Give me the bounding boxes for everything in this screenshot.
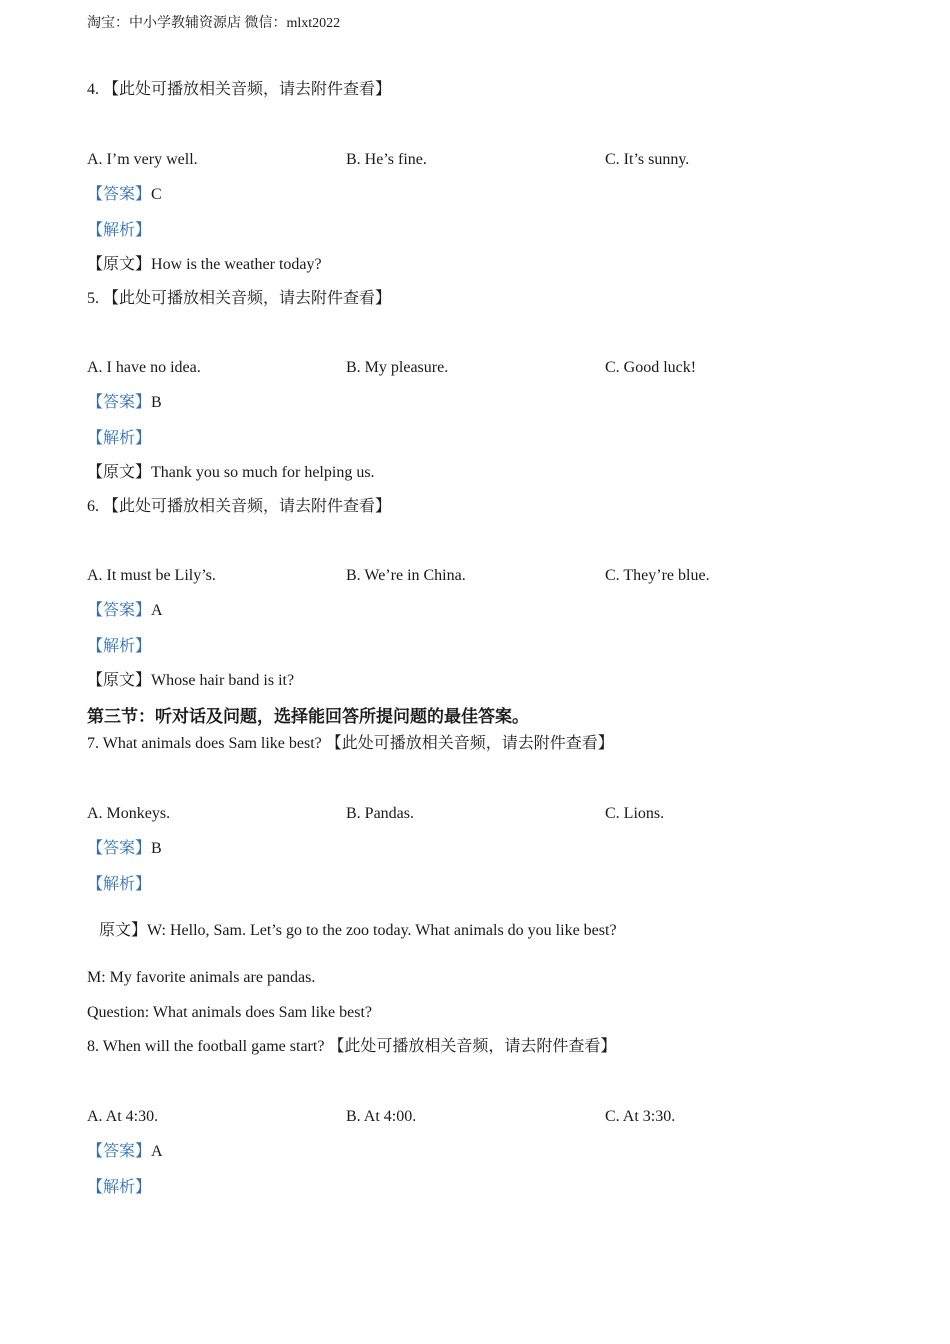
q4-analysis-label: 【解析】: [87, 222, 152, 239]
q8-option-c: C. At 3:30.: [605, 1108, 676, 1125]
question-6-prompt: 6. 【此处可播放相关音频，请去附件查看】: [87, 498, 392, 515]
q6-original: [87, 671, 294, 691]
q8-analysis-label: 【解析】: [87, 1179, 152, 1196]
q8-option-a: A. At 4:30.: [87, 1108, 159, 1125]
q4-option-b: B. He’s fine.: [346, 151, 427, 168]
q4-answer-value: C: [151, 186, 162, 203]
q5-answer: [87, 393, 162, 413]
q8-option-b: B. At 4:00.: [346, 1108, 417, 1125]
original-label: 原文】: [99, 922, 148, 939]
q7-dialogue-line-3: Question: What animals does Sam like best?: [87, 1004, 372, 1021]
original-label: 【原文】: [87, 672, 152, 689]
question-5-prompt: 5. 【此处可播放相关音频，请去附件查看】: [87, 290, 392, 307]
q5-option-c: C. Good luck!: [605, 359, 697, 376]
q6-option-a: A. It must be Lily’s.: [87, 567, 216, 584]
q7-option-a: A. Monkeys.: [87, 805, 171, 822]
q7-option-b: B. Pandas.: [346, 805, 414, 822]
q6-analysis-label: 【解析】: [87, 638, 152, 655]
q7-answer: [87, 839, 162, 859]
q4-option-c: C. It’s sunny.: [605, 151, 690, 168]
q5-option-b: B. My pleasure.: [346, 359, 449, 376]
question-7-prompt: 7. What animals does Sam like best? 【此处可播放相关音频，请去附件查看】: [87, 735, 614, 752]
section-3-heading: 第三节：听对话及问题，选择能回答所提问题的最佳答案。: [87, 707, 529, 727]
q7-option-c: C. Lions.: [605, 805, 665, 822]
q7-original-text: W: Hello, Sam. Let’s go to the zoo today. What animals do you like best?: [147, 922, 617, 939]
q6-option-c: C. They’re blue.: [605, 567, 710, 584]
answer-label: 【答案】: [87, 1143, 152, 1160]
q4-original: [87, 255, 322, 275]
q8-answer-value: A: [151, 1143, 163, 1160]
q7-answer-value: B: [151, 840, 162, 857]
original-label: 【原文】: [87, 464, 152, 481]
q4-answer: [87, 185, 162, 205]
page-header: 淘宝：中小学教辅资源店 微信：mlxt2022: [87, 16, 341, 31]
q5-original: [87, 463, 375, 483]
original-label: 【原文】: [87, 256, 152, 273]
q5-answer-value: B: [151, 394, 162, 411]
answer-label: 【答案】: [87, 602, 152, 619]
q5-analysis-label: 【解析】: [87, 430, 152, 447]
q4-original-text: How is the weather today?: [151, 256, 322, 273]
q6-original-text: Whose hair band is it?: [151, 672, 295, 689]
q7-analysis-label: 【解析】: [87, 876, 152, 893]
q7-original: [99, 921, 617, 941]
q6-option-b: B. We’re in China.: [346, 567, 466, 584]
question-4-prompt: 4. 【此处可播放相关音频，请去附件查看】: [87, 81, 392, 98]
q6-answer-value: A: [151, 602, 163, 619]
answer-label: 【答案】: [87, 840, 152, 857]
answer-label: 【答案】: [87, 186, 152, 203]
question-8-prompt: 8. When will the football game start? 【此处可播放相关音频，请去附件查看】: [87, 1038, 617, 1055]
q5-original-text: Thank you so much for helping us.: [151, 464, 375, 481]
q7-dialogue-line-2: M: My favorite animals are pandas.: [87, 969, 316, 986]
q6-answer: [87, 601, 163, 621]
q4-option-a: A. I’m very well.: [87, 151, 198, 168]
q8-answer: [87, 1142, 163, 1162]
q5-option-a: A. I have no idea.: [87, 359, 201, 376]
answer-label: 【答案】: [87, 394, 152, 411]
